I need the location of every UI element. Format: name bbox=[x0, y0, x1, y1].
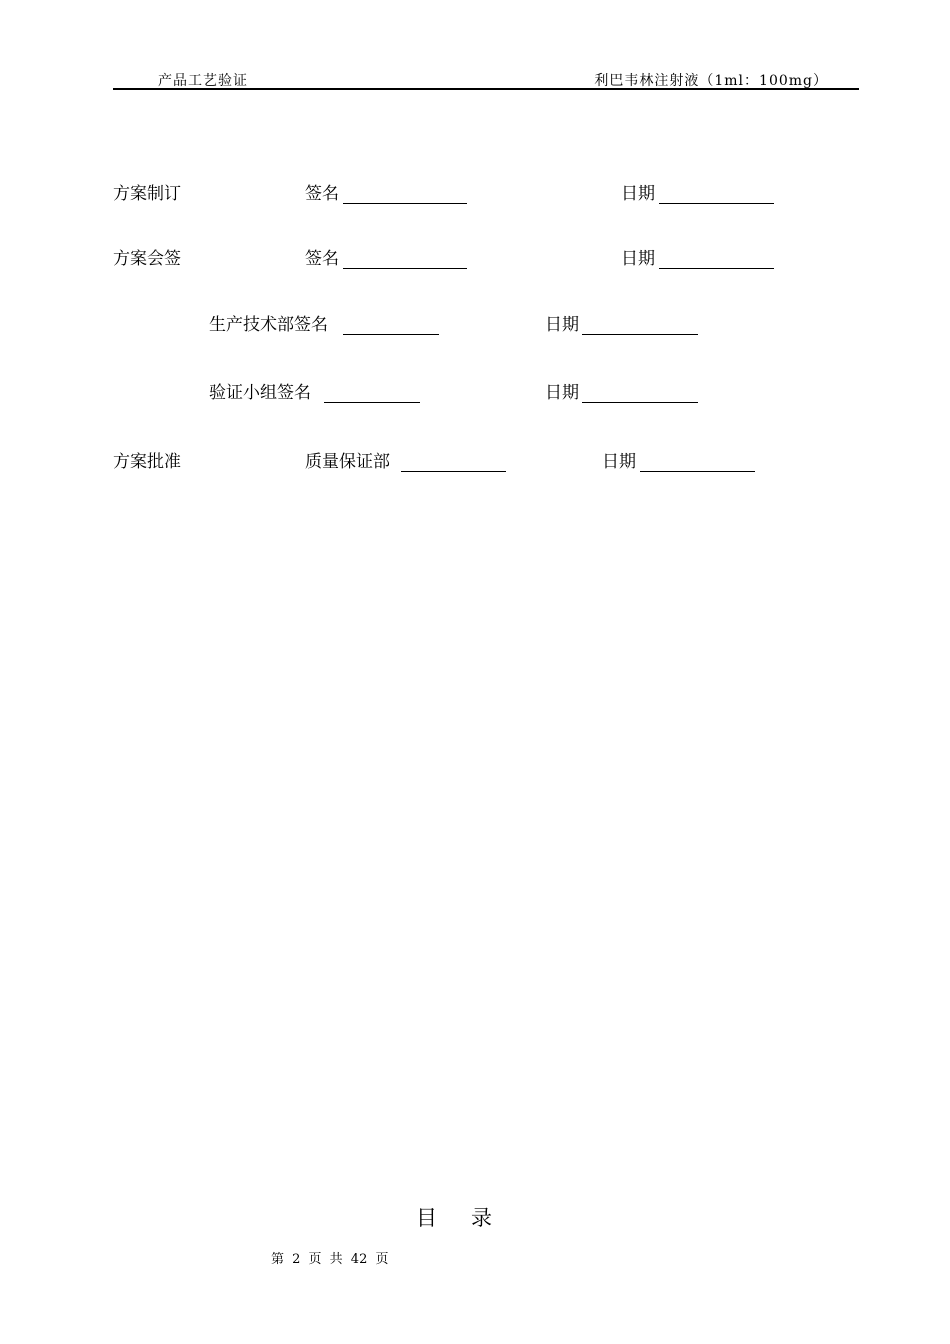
prod-tech-date-label: 日期 bbox=[545, 315, 579, 335]
approve-label: 方案批准 bbox=[113, 452, 181, 472]
prod-tech-sign-label: 生产技术部签名 bbox=[209, 315, 328, 335]
countersign-date-label: 日期 bbox=[621, 249, 655, 269]
toc-title-char-2: 录 bbox=[471, 1206, 492, 1230]
header-right-title: 利巴韦林注射液（1ml：100mg） bbox=[594, 73, 828, 89]
draft-sign-label: 签名 bbox=[305, 184, 339, 204]
header-left-title: 产品工艺验证 bbox=[158, 73, 248, 89]
draft-date-label: 日期 bbox=[621, 184, 655, 204]
validation-team-sign-line[interactable] bbox=[324, 402, 420, 403]
toc-title bbox=[416, 1202, 492, 1232]
validation-team-date-line[interactable] bbox=[582, 402, 698, 403]
toc-title-char-1: 目 bbox=[416, 1206, 437, 1230]
countersign-sign-line[interactable] bbox=[343, 268, 467, 269]
prod-tech-date-line[interactable] bbox=[582, 334, 698, 335]
countersign-label: 方案会签 bbox=[113, 249, 181, 269]
approve-date-line[interactable] bbox=[640, 471, 755, 472]
qa-dept-sign-line[interactable] bbox=[401, 471, 506, 472]
approve-date-label: 日期 bbox=[602, 452, 636, 472]
draft-label: 方案制订 bbox=[113, 184, 181, 204]
draft-date-line[interactable] bbox=[659, 203, 774, 204]
countersign-date-line[interactable] bbox=[659, 268, 774, 269]
prod-tech-sign-line[interactable] bbox=[343, 334, 439, 335]
header-rule bbox=[113, 88, 859, 90]
validation-team-sign-label: 验证小组签名 bbox=[209, 383, 311, 403]
validation-team-date-label: 日期 bbox=[545, 383, 579, 403]
page-number: 第 2 页 共 42 页 bbox=[271, 1252, 389, 1267]
countersign-sign-label: 签名 bbox=[305, 249, 339, 269]
draft-sign-line[interactable] bbox=[343, 203, 467, 204]
qa-dept-label: 质量保证部 bbox=[305, 452, 390, 472]
